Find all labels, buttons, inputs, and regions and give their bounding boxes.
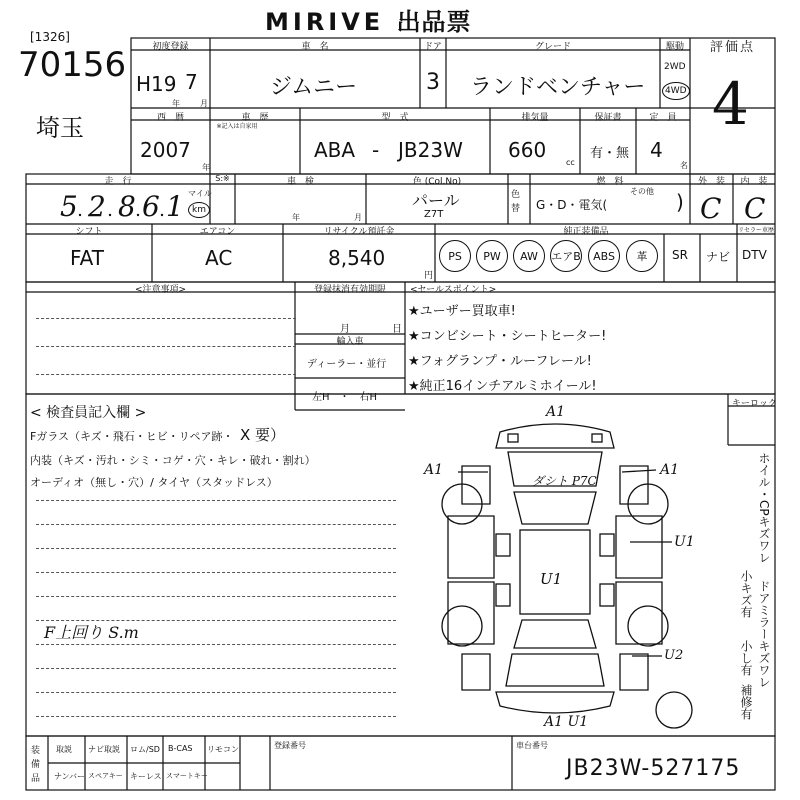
mileage-unit-mile: マイル <box>188 189 212 198</box>
header-western-year: 西 暦 <box>156 113 184 123</box>
header-recycle: リサイクル預託金 <box>323 227 395 237</box>
header-shaken-note: ※記入は自家用 <box>216 123 258 130</box>
mileage-unit-km: km <box>188 202 210 218</box>
option-navi: ナビ <box>706 250 731 264</box>
damage-label-rear: A1 U1 <box>544 714 589 730</box>
header-ac: エアコン <box>199 227 236 237</box>
sales-point-2: ★コンビシート・シートヒーター! <box>408 329 607 344</box>
header-model: 型 式 <box>381 113 409 123</box>
side-note-wheel-minor: 小キズ有 <box>739 570 753 618</box>
header-car-name: 車 名 <box>301 42 329 52</box>
header-rating: 評価点 <box>709 40 755 55</box>
grade: ランドベンチャー <box>470 75 646 100</box>
interior-grade: C <box>744 192 766 225</box>
option-ps: PS <box>439 240 471 272</box>
reg-expiry-month: 月 <box>340 324 350 335</box>
damage-label-right: A1 <box>660 462 680 478</box>
header-exterior: 外 装 <box>697 177 725 187</box>
unit-cc: cc <box>566 158 575 167</box>
header-displacement: 排気量 <box>521 113 549 123</box>
shift-value: FAT <box>70 246 105 270</box>
warranty: 有・無 <box>590 146 630 161</box>
car-name: ジムニー <box>270 75 358 100</box>
header-shift: シフト <box>75 227 103 237</box>
header-doors: ドア <box>424 42 442 52</box>
header-interior: 内 装 <box>740 177 768 187</box>
option-dtv: DTV <box>742 248 767 262</box>
damage-label-roof: U1 <box>540 570 563 588</box>
header-sales-points: <セールスポイント> <box>410 285 497 295</box>
side-note-mirror-minor: 小し有 <box>739 640 753 676</box>
side-note-repair: 補修有 <box>739 684 753 720</box>
steering-side: 左H ・ 右H <box>312 392 378 403</box>
unit-yen: 円 <box>424 271 434 281</box>
mileage-digit-3: 8 <box>118 190 136 223</box>
footer-reg-number-header: 登録番号 <box>274 741 306 750</box>
chassis-number: JB23W-527175 <box>566 756 741 781</box>
option-abs: ABS <box>588 240 620 272</box>
recycle-fee: 8,540 <box>328 246 386 270</box>
footer-item-plate: ナンバー <box>54 772 86 781</box>
inspection-unit-year: 年 <box>292 213 300 222</box>
header-shaken: 車 歴 <box>241 113 269 123</box>
drive-4wd: 4WD <box>662 82 690 100</box>
first-reg-era: H19 <box>136 72 177 96</box>
first-reg-month: 7 <box>185 70 198 94</box>
lot-number: 70156 <box>18 45 127 85</box>
header-mileage: 走 行 <box>104 177 132 187</box>
ac-value: AC <box>205 246 233 270</box>
damage-label-dash: ダシト P7C <box>532 474 597 488</box>
header-first-reg: 初度登録 <box>152 42 189 52</box>
rating-value: 4 <box>712 70 749 138</box>
damage-label-right-side: U1 <box>674 534 695 550</box>
damage-label-right-rear: U2 <box>664 648 684 663</box>
header-drive: 駆動 <box>665 42 684 52</box>
sales-point-4: ★純正16インチアルミホイール! <box>408 379 597 394</box>
unit-month: 月 <box>200 99 208 108</box>
header-grade: グレード <box>534 42 571 52</box>
glass-mark: X 要） <box>240 426 286 444</box>
fuel-close: ) <box>676 190 684 214</box>
fuel-value: G・D・電気( <box>536 198 608 212</box>
side-note-wheel: ホイル・CPキズワレ <box>757 452 771 564</box>
model-prefix: ABA <box>314 138 356 162</box>
footer-equip-header: 装備品 <box>31 746 41 784</box>
option-leather: 革 <box>626 240 658 272</box>
header-warranty: 保証書 <box>594 113 622 123</box>
reg-expiry-day: 日 <box>392 324 402 335</box>
header-notes: <注意事項> <box>134 285 187 295</box>
mileage-dots <box>30 212 210 218</box>
header-fuel: 燃 料 <box>596 177 624 187</box>
doors: 3 <box>426 70 440 95</box>
header-reg-expiry: 登録抹消有効期限 <box>313 285 386 295</box>
inspection-unit-month: 月 <box>354 213 362 222</box>
footer-item-rom: ロム/SD <box>130 745 160 754</box>
header-capacity: 定 員 <box>649 113 677 123</box>
brand-name: MIRIVE <box>265 8 385 36</box>
lot-code: [1326] <box>30 30 70 44</box>
model-code: JB23W <box>398 138 463 162</box>
damage-label-left: A1 <box>424 462 444 478</box>
header-s: S:※ <box>215 174 230 183</box>
side-note-mirror: ドアミラーキズワレ <box>757 580 771 688</box>
option-aw: AW <box>513 240 545 272</box>
mileage-digit-4: 6 <box>142 190 160 223</box>
sales-point-3: ★フォグランプ・ルーフレール! <box>408 354 592 369</box>
color-change: 色替 <box>511 190 521 214</box>
header-equipment: 純正装備品 <box>563 227 609 237</box>
header-inspection: 車 検 <box>286 177 314 187</box>
mileage-digit-5: 1 <box>166 190 184 223</box>
capacity: 4 <box>650 138 663 162</box>
mileage-digit-1: 5 <box>60 190 78 223</box>
displacement: 660 <box>508 138 547 162</box>
mileage-digit-2: 2 <box>88 190 106 223</box>
year-value: 2007 <box>140 138 191 162</box>
damage-label-front: A1 <box>546 404 566 420</box>
handwritten-note: F上回り S.m <box>44 623 139 642</box>
unit-year-2: 年 <box>202 163 210 172</box>
footer-item-keyless: キーレス <box>130 772 162 781</box>
footer-item-spare-key: スペアキー <box>88 772 123 780</box>
header-import: 輸入車 <box>336 337 364 347</box>
color-value: パール <box>412 191 460 210</box>
footer-chassis-header: 車台番号 <box>516 741 548 750</box>
color-code: Z7T <box>424 209 444 220</box>
key-lock: キーロック <box>732 399 777 409</box>
glass-line: Fガラス（キズ・飛石・ヒビ・リペア跡・ <box>30 430 234 443</box>
form-title: 出品票 <box>396 8 472 36</box>
drive-2wd: 2WD <box>664 62 686 72</box>
model-dash: - <box>372 138 380 162</box>
audio-line: オーディオ（無し・穴）/ タイヤ（スタッドレス） <box>30 476 278 489</box>
footer-item-manual: 取説 <box>56 745 72 754</box>
header-color: 色 (Col.No) <box>412 177 462 187</box>
footer-item-remote: リモコン <box>207 745 239 754</box>
header-inspector: < 検査員記入欄 > <box>30 405 147 421</box>
interior-line: 内装（キズ・汚れ・シミ・コゲ・穴・キレ・破れ・割れ） <box>30 454 316 467</box>
footer-item-smart-key: スマートキー <box>166 772 208 780</box>
sales-point-1: ★ユーザー買取車! <box>408 304 516 319</box>
unit-year: 年 <box>172 99 180 108</box>
header-history: リセラー車歴 <box>738 227 774 234</box>
fuel-other: その他 <box>630 187 654 196</box>
footer-item-bcas: B-CAS <box>168 744 193 753</box>
exterior-grade: C <box>700 192 722 225</box>
footer-item-navi-manual: ナビ取説 <box>88 745 120 754</box>
option-airbag: エアB <box>550 240 582 272</box>
option-sr: SR <box>672 248 688 262</box>
region: 埼玉 <box>36 114 84 142</box>
import-value: ディーラー・並行 <box>307 359 387 370</box>
option-pw: PW <box>476 240 508 272</box>
unit-name: 名 <box>680 161 688 170</box>
car-body-diagram <box>400 404 720 734</box>
